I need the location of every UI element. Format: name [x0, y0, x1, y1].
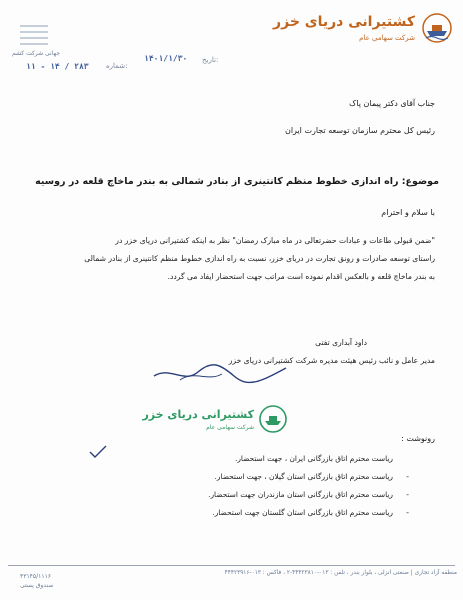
addressee-title: رئیس کل محترم سازمان توسعه تجارت ایران — [284, 126, 435, 135]
company-subtitle: شرکت سهامی عام — [359, 34, 415, 42]
cc-item: - ریاست محترم اتاق بازرگانی استان گلستان جهت استحضار. — [53, 504, 393, 522]
footer-address: منطقه آزاد تجاری | صنعتی انزلی ، بلوار بندر ، تلفن : ۰۱۳-۴۴۴۲۳۸۱۰-۲ ، فاکس : ۰۱۳-۴۴۴۲۳۹۱۶ — [224, 570, 457, 576]
company-logo — [273, 10, 453, 50]
cc-list — [53, 450, 409, 522]
bullet-dash-icon: - — [406, 508, 409, 517]
handwritten-signature — [150, 362, 290, 386]
company-name: کشتیرانی دریای خزر — [273, 14, 415, 30]
postal-code: ۴۳۱۴۵/۱۱۱۶ — [20, 573, 52, 580]
seal-company-name: کشتیرانی دریای خزر — [142, 408, 254, 421]
signatory-name: داود آبداری تفتی — [315, 338, 367, 347]
body-line: راستای توسعه صادرات و رونق تجارت در دریای خزر، نسبت به راه اندازی خطوط منظم کانتینری از بنادر شمالی — [84, 254, 435, 263]
footer-divider — [8, 565, 455, 566]
postal-label: صندوق پستی — [20, 582, 54, 589]
cc-title: رونوشت : — [401, 434, 435, 443]
letter-number-label: شماره: — [106, 62, 128, 70]
stamp-text: جهانی شرکت کشم — [11, 50, 61, 57]
seal-company-subtitle: شرکت سهامی عام — [206, 424, 254, 431]
letter-subject: موضوع: راه اندازی خطوط منظم کانتینری از بنادر شمالی به بندر ماخاچ قلعه در روسیه — [35, 176, 439, 187]
body-line: "ضمن قبولی طاعات و عبادات حضرتعالی در ماه مبارک رمضان" نظر به اینکه کشتیرانی دریای خزر در — [115, 236, 435, 245]
stamp-lines-icon — [18, 18, 50, 48]
seal-emblem-icon — [258, 404, 288, 434]
signatory-title: مدیر عامل و نائب رئیس هیئت مدیره شرکت کشتیرانی دریای خزر — [228, 356, 435, 365]
letter-number-value: ۱۱ - ۱۴ / ۲۸۳ — [26, 62, 89, 71]
bullet-dash-icon: - — [406, 490, 409, 499]
letter-meta — [24, 54, 224, 74]
cc-item: - ریاست محترم اتاق بازرگانی استان مازندران جهت استحضار. — [53, 486, 393, 504]
company-seal — [142, 400, 288, 440]
cc-item: - ریاست محترم اتاق بازرگانی استان گیلان ، جهت استحضار. — [53, 468, 393, 486]
body-line: به بندر ماخاچ قلعه و بالعکس اقدام نموده است مراتب جهت استحضار ایفاد می گردد. — [167, 272, 435, 281]
ship-logo-icon — [421, 12, 453, 44]
cc-item: ریاست محترم اتاق بازرگانی ایران ، جهت استحضار. — [234, 454, 393, 463]
bullet-dash-icon: - — [406, 472, 409, 481]
greeting: با سلام و احترام — [381, 208, 435, 217]
date-value: ۱۴۰۱/۱/۳۰ — [144, 54, 188, 63]
letter-body — [25, 232, 435, 286]
footer-postal — [20, 572, 100, 590]
date-label: تاریخ: — [202, 56, 219, 64]
addressee-name: جناب آقای دکتر پیمان پاک — [349, 99, 435, 108]
